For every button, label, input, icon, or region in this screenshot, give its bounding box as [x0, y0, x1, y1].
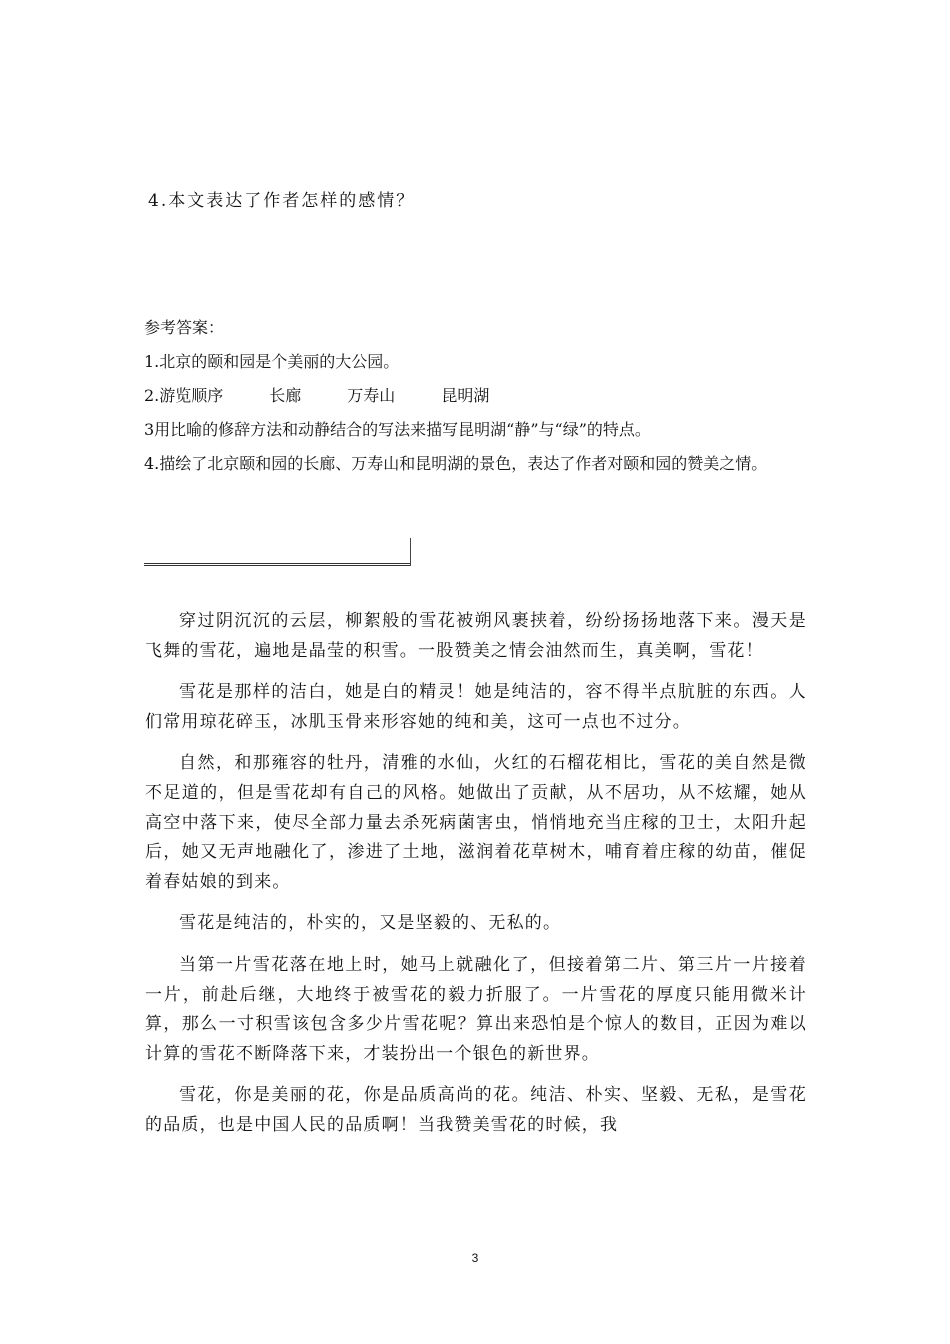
answer-2 [144, 384, 824, 408]
essay-paragraph: 穿过阴沉沉的云层，柳絮般的雪花被朔风裹挟着，纷纷扬扬地落下来。漫天是飞舞的雪花，遍地是晶莹的积雪。一股赞美之情会油然而生，真美啊，雪花！ [145, 611, 807, 661]
essay-paragraph: 雪花是纯洁的，朴实的，又是坚毅的、无私的。 [179, 913, 562, 934]
answer-2-item-1: 长廊 [269, 386, 302, 405]
essay-body [145, 607, 807, 1153]
essay-paragraph: 自然，和那雍容的牡丹，清雅的水仙，火红的石榴花相比，雪花的美自然是微不足道的，但是雪花却有自己的风格。她做出了贡献，从不居功，从不炫耀，她从高空中落下来，使尽全部力量去杀死病菌害虫，悄悄地充当庄稼的卫士，太阳升起后，她又无声地融化了，渗进了土地，滋润着花草树木，哺育着庄稼的幼苗，催促着春姑娘的到来。 [145, 753, 807, 892]
section-divider [144, 538, 411, 566]
answer-3: 3用比喻的修辞方法和动静结合的写法来描写昆明湖“静”与“绿”的特点。 [144, 420, 651, 439]
answers-heading: 参考答案： [144, 318, 225, 337]
answer-4: 4.描绘了北京颐和园的长廊、万寿山和昆明湖的景色，表达了作者对颐和园的赞美之情。 [144, 454, 768, 473]
reference-answers [144, 316, 824, 489]
page-number: 3 [471, 1251, 479, 1265]
essay-paragraph: 当第一片雪花落在地上时，她马上就融化了，但接着第二片、第三片一片接着一片，前赴后继，大地终于被雪花的毅力折服了。一片雪花的厚度只能用微米计算，那么一寸积雪该包含多少片雪花呢？算出来恐怕是个惊人的数目，正因为难以计算的雪花不断降落下来，才装扮出一个银色的新世界。 [145, 954, 807, 1064]
answer-2-label: 2.游览顺序 [144, 386, 224, 405]
question-4: 4.本文表达了作者怎样的感情？ [148, 191, 416, 211]
essay-paragraph: 雪花是那样的洁白，她是白的精灵！她是纯洁的，容不得半点肮脏的东西。人们常用琼花碎玉，冰肌玉骨来形容她的纯和美，这可一点也不过分。 [145, 682, 807, 732]
answer-2-item-2: 万寿山 [347, 386, 396, 405]
answer-2-item-3: 昆明湖 [441, 386, 490, 405]
essay-paragraph: 雪花，你是美丽的花，你是品质高尚的花。纯洁、朴实、坚毅、无私，是雪花的品质，也是中国人民的品质啊！当我赞美雪花的时候，我 [145, 1085, 807, 1135]
answer-1: 1.北京的颐和园是个美丽的大公园。 [144, 352, 400, 371]
